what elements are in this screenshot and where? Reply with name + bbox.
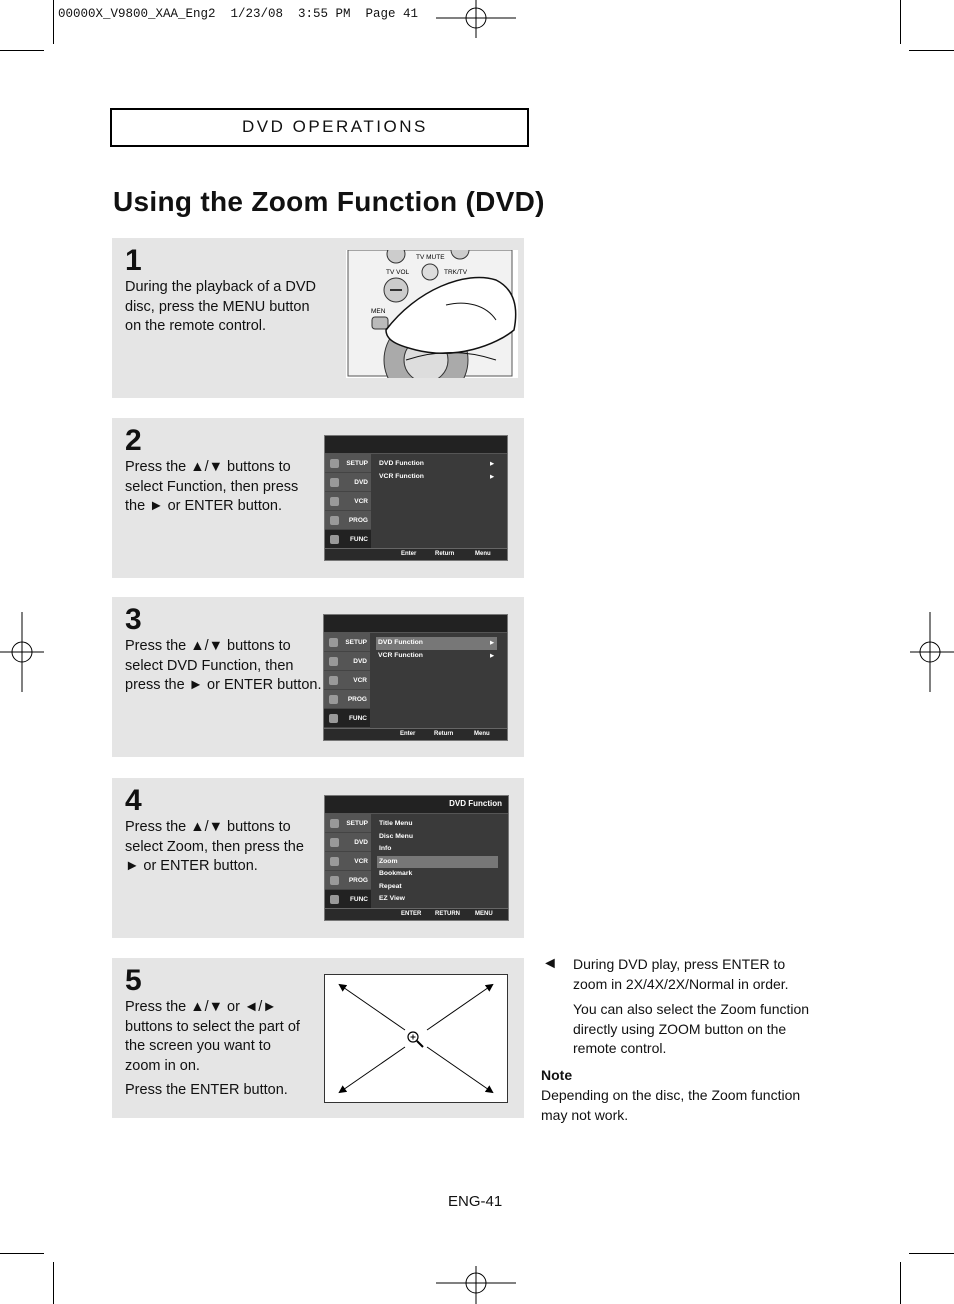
osd-menu-item: Bookmark [379, 870, 413, 877]
osd-menu-list [376, 637, 497, 662]
osd-sidebar-item: SETUP [325, 814, 371, 833]
osd-header-bar [325, 436, 507, 454]
registration-target-icon [910, 612, 954, 692]
osd-menu-item: VCR Function ▶ [377, 471, 497, 484]
osd-sidebar-item: SETUP [324, 633, 370, 652]
remote-label-menu: MEN [371, 308, 386, 315]
osd-sidebar-item: PROG [325, 511, 371, 530]
osd-footer-label: RETURN [435, 911, 460, 917]
page-number: ENG-41 [448, 1193, 503, 1210]
osd-menu-item: Title Menu [379, 820, 413, 827]
osd-menu-screen [324, 435, 508, 561]
step-number: 3 [125, 603, 142, 636]
osd-sidebar-item: DVD [325, 473, 371, 492]
remote-label-trk: TRK/TV [444, 269, 468, 276]
magnifier-icon [408, 1032, 423, 1047]
section-header-box [110, 108, 529, 147]
step-text: During the playback of a DVD disc, press the MENU button on the remote control. [125, 279, 317, 334]
osd-menu-screen [323, 614, 508, 741]
remote-label-tv-mute: TV MUTE [416, 254, 445, 261]
osd-footer-label: Menu [475, 551, 491, 557]
step-1-panel [112, 238, 524, 398]
osd-menu-item: Disc Menu [379, 832, 413, 840]
zoom-diagram [324, 974, 508, 1103]
osd-footer-label: MENU [475, 911, 493, 917]
osd-sidebar-item: SETUP [325, 454, 371, 473]
note-paragraph: During DVD play, press ENTER to zoom in 2X/4X/2X/Normal in order. [573, 956, 789, 992]
osd-footer-label: Return [435, 551, 455, 557]
osd-sidebar-item: PROG [325, 871, 371, 890]
osd-footer-label: Enter [400, 731, 416, 737]
osd-menu-list [377, 458, 497, 483]
registration-target-icon [436, 1266, 516, 1304]
step-number: 4 [125, 784, 142, 817]
remote-label-tv-vol: TV VOL [386, 269, 410, 276]
note-paragraph: You can also select the Zoom function directly using ZOOM button on the remote control. [573, 1001, 810, 1056]
section-label: DVD OPERATIONS [242, 117, 428, 136]
osd-menu-screen [324, 795, 509, 921]
bullet-arrow-icon: ◄ [542, 955, 558, 972]
osd-menu-item: DVD Function ▶ [377, 458, 497, 471]
osd-menu-item: VCR Function ▶ [376, 650, 497, 663]
print-slug-line: 00000X_V9800_XAA_Eng2 1/23/08 3:55 PM Page 41 [58, 7, 419, 21]
osd-footer [325, 908, 508, 920]
step-number: 5 [125, 964, 142, 997]
step-text: Press the ▲/▼ buttons to select Function, then press the ► or ENTER button. [125, 459, 299, 514]
osd-footer-label: ENTER [401, 911, 422, 917]
step-text-enter: Press the ENTER button. [125, 1082, 288, 1098]
osd-sidebar [325, 814, 371, 908]
page-title: Using the Zoom Function (DVD) [113, 186, 545, 217]
osd-menu-item: Zoom [377, 856, 498, 869]
osd-sidebar-item: DVD [325, 833, 371, 852]
osd-sidebar-item: VCR [324, 671, 370, 690]
osd-menu-item: Repeat [379, 882, 402, 890]
step-number: 1 [125, 244, 142, 277]
osd-menu-item: EZ View [379, 895, 405, 902]
step-text: Press the ▲/▼ buttons to select DVD Function, then press the ► or ENTER button. [125, 638, 322, 693]
osd-sidebar-item: DVD [324, 652, 370, 671]
step-number: 2 [125, 424, 142, 457]
osd-sidebar-item: FUNC [324, 709, 370, 728]
osd-sidebar-item: VCR [325, 852, 371, 871]
osd-footer-label: Menu [474, 731, 490, 737]
osd-menu-item: DVD Function ▶ [376, 637, 497, 650]
note-heading: Note [541, 1067, 573, 1083]
osd-menu-list [377, 818, 498, 906]
osd-header-bar [324, 615, 507, 633]
step-text: Press the ▲/▼ or ◄/► buttons to select the part of the screen you want to zoom in on. [125, 999, 300, 1074]
osd-header-bar [325, 796, 508, 814]
osd-sidebar [324, 633, 370, 728]
note-text: Depending on the disc, the Zoom function may not work. [541, 1087, 801, 1123]
osd-footer [324, 728, 507, 740]
osd-menu-item: Info [379, 845, 392, 852]
osd-sidebar [325, 454, 371, 548]
registration-target-icon [0, 612, 44, 692]
osd-sidebar-item: VCR [325, 492, 371, 511]
osd-sidebar-item: FUNC [325, 530, 371, 549]
osd-sidebar-item: PROG [324, 690, 370, 709]
remote-hand-illustration [346, 250, 518, 378]
osd-footer [325, 548, 507, 560]
osd-header-title: DVD Function [449, 799, 502, 808]
osd-sidebar-item: FUNC [325, 890, 371, 909]
registration-target-icon [436, 0, 516, 38]
step-text: Press the ▲/▼ buttons to select Zoom, then press the ► or ENTER button. [125, 819, 304, 874]
osd-footer-label: Return [434, 731, 454, 737]
osd-footer-label: Enter [401, 551, 417, 557]
